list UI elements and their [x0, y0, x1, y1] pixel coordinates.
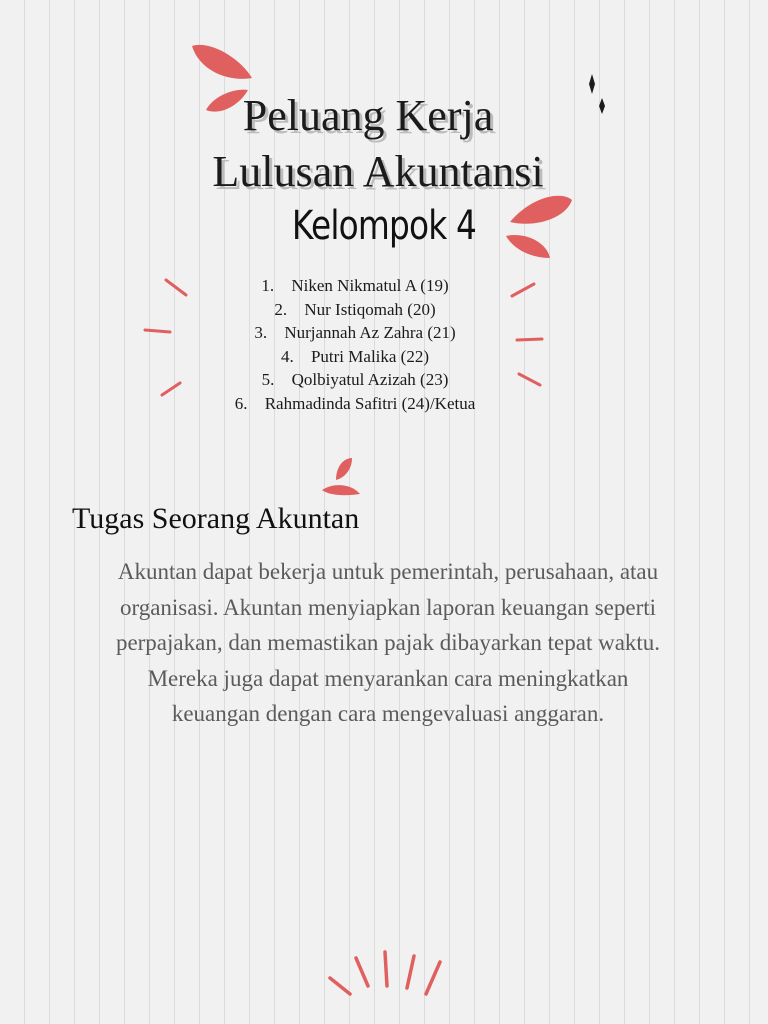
list-item — [200, 321, 510, 345]
title-line-2: Lulusan Akuntansi — [212, 147, 544, 196]
member-name: Nur Istiqomah (20) — [304, 299, 436, 319]
paragraph-line: keuangan dengan cara mengevaluasi anggaran. — [171, 701, 605, 726]
burst-lines-icon — [145, 280, 186, 395]
member-name: Putri Malika (22) — [310, 346, 430, 366]
member-name: Nurjannah Az Zahra (21) — [284, 323, 456, 342]
member-name: Qolbiyatul Azizah (23) — [291, 370, 449, 389]
burst-lines-icon — [512, 284, 542, 385]
section-heading: Tugas Seorang Akuntan — [72, 502, 360, 535]
title-line-1: Peluang Kerja — [242, 91, 494, 140]
paragraph-line: Akuntan dapat bekerja untuk pemerintah, perusahaan, atau — [117, 559, 659, 584]
section-paragraph — [72, 554, 704, 732]
member-number: 5. — [261, 370, 275, 389]
member-number: 3. — [254, 323, 268, 342]
petal-decoration-icon — [322, 458, 360, 495]
member-number: 6. — [234, 393, 248, 413]
paragraph-line: Mereka juga dapat menyarankan cara meningkatkan — [147, 665, 629, 691]
list-item — [200, 392, 510, 416]
group-subtitle: Kelompok 4 — [291, 203, 477, 249]
list-item — [200, 274, 510, 298]
list-item — [200, 368, 510, 392]
paragraph-line: perpajakan, dan memastikan pajak dibayarkan tepat waktu. — [115, 630, 661, 655]
member-name: Rahmadinda Safitri (24)/Ketua — [264, 393, 476, 413]
member-list — [200, 274, 510, 415]
list-item — [200, 345, 510, 369]
member-number: 1. — [261, 276, 275, 295]
list-item — [200, 298, 510, 322]
member-number: 2. — [274, 299, 288, 319]
member-number: 4. — [280, 346, 294, 366]
member-name: Niken Nikmatul A (19) — [291, 276, 449, 295]
paragraph-line: organisasi. Akuntan menyiapkan laporan keuangan seperti — [119, 594, 657, 620]
burst-lines-icon — [330, 952, 440, 994]
